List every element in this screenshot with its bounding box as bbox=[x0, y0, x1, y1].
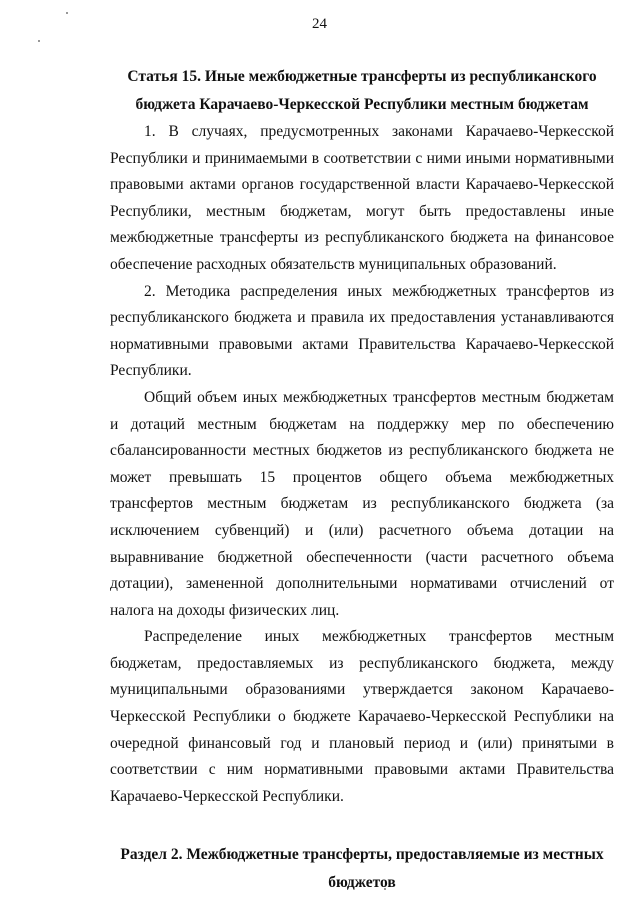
document-body bbox=[110, 63, 614, 897]
paragraph-3: Общий объем иных межбюджетных трансфертов местным бюджетам и дотаций местным бюджетам на поддержку мер по обеспечению сбалансированности местных бюджетов из республиканского бюджета не может превышать 15 процентов общего объема межбюджетных трансфертов местным бюджетам из республиканского бюджета (за исключением субвенций) и (или) расчетного объема дотации на выравнивание бюджетной обеспеченности (части расчетного объема дотации), замененной дополнительными нормативами отчислений от налога на доходы физических лиц. bbox=[110, 388, 614, 619]
article-title: Статья 15. Иные межбюджетные трансферты из республиканского бюджета Карачаево-Черкесской Республики местным бюджетам bbox=[127, 68, 597, 113]
paragraph-2: 2. Методика распределения иных межбюджетных трансфертов из республиканского бюджета и правила их предоставления устанавливаются нормативными правовыми актами Правительства Карачаево-Черкесской Республики. bbox=[110, 282, 614, 380]
paragraph-1: 1. В случаях, предусмотренных законами Карачаево-Черкесской Республики и принимаемыми в соответствии с ними иными нормативными правовыми актами органов государственной власти Карачаево-Черкесской Республики, местным бюджетам, могут быть предоставлены иные межбюджетные трансферты из республиканского бюджета на финансовое обеспечение расходных обязательств муниципальных образований. bbox=[110, 123, 614, 273]
paragraph-4: Распределение иных межбюджетных трансфертов местным бюджетам, предоставляемых из республиканского бюджета, между муниципальными образованиями утверждается законом Карачаево-Черкесской Республики о бюджете Карачаево-Черкесской Республики на очередной финансовый год и плановый период и (или) принятыми в соответствии с ним нормативными правовыми актами Правительства Карачаево-Черкесской Республики. bbox=[110, 628, 614, 805]
page-number: 24 bbox=[312, 16, 327, 32]
scan-speck bbox=[66, 12, 68, 14]
scan-speck bbox=[38, 40, 40, 42]
section-title: Раздел 2. Межбюджетные трансферты, предоставляемые из местных бюджетов bbox=[120, 846, 604, 892]
